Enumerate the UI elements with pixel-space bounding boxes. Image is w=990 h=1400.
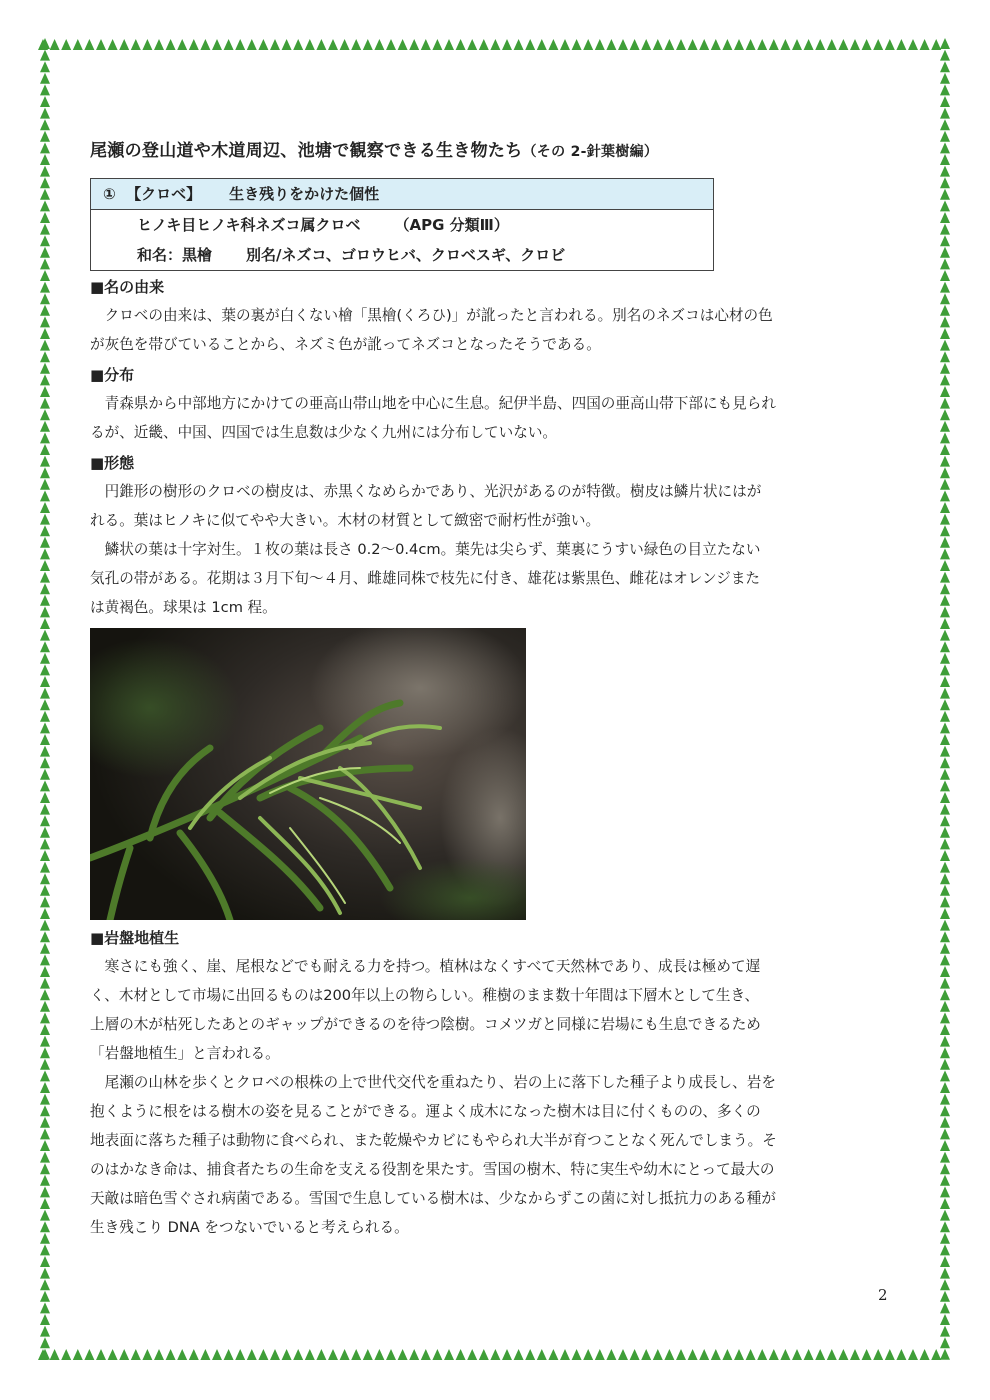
species-header-row-3 [91, 240, 713, 270]
text-line: が灰色を帯びていることから、ネズミ色が訛ってネズコとなったそうである。 [90, 336, 601, 353]
paragraph-rock-2 [90, 1068, 908, 1242]
section-heading-origin: ■名の由来 [90, 278, 165, 296]
text-line: 抱くように根をはる樹木の姿を見ることができる。運よく成木になった樹木は目に付くものの、多くの [90, 1103, 761, 1120]
paragraph-distribution [90, 389, 908, 447]
text-line: 青森県から中部地方にかけての亜高山帯山地を中心に生息。紀伊半島、四国の亜高山帯下部にも見られ [104, 395, 776, 412]
paragraph-origin [90, 301, 908, 359]
species-tagline: 生き残りをかけた個性 [229, 185, 380, 203]
kurobe-foliage-photo [90, 628, 526, 920]
text-line: く、木材として市場に出回るものは200年以上の物らしい。稚樹のまま数十年間は下層木として生き、 [90, 987, 760, 1004]
paragraph-form-2 [90, 535, 908, 622]
text-line: は黄褐色。球果は 1cm 程。 [90, 599, 277, 616]
japanese-name: 和名：黒檜 [137, 246, 213, 264]
species-header-row-2 [91, 210, 713, 240]
text-line: のはかなき命は、捕食者たちの生命を支える役割を果たす。雪国の樹木、特に実生や幼木にとって最大の [90, 1161, 775, 1178]
section-heading-form: ■形態 [90, 454, 135, 472]
text-line: 生き残こり DNA をつないでいると考えられる。 [90, 1219, 409, 1236]
alias-names: 別名/ネズコ、ゴロウヒバ、クロベスギ、クロビ [246, 246, 566, 264]
text-line: 上層の木が枯死したあとのギャップができるのを待つ陰樹。コメツガと同様に岩場にも生息できるため [90, 1016, 761, 1033]
species-number: ① [103, 185, 116, 203]
decorative-border-right [938, 38, 952, 1362]
text-line: 気孔の帯がある。花期は３月下旬〜４月、雌雄同株で枝先に付き、雄花は紫黒色、雌花はオレンジまた [90, 570, 761, 587]
species-header-box [90, 178, 714, 271]
paragraph-rock-1 [90, 952, 908, 1068]
species-classification: ヒノキ目ヒノキ科ネズコ属クロベ [137, 216, 361, 234]
page-number: 2 [878, 1286, 888, 1304]
decorative-border-bottom [38, 1348, 952, 1362]
page-title-sub: （その 2-針葉樹編） [522, 144, 659, 160]
page-title-main: 尾瀬の登山道や木道周辺、池塘で観察できる生き物たち [90, 141, 523, 161]
text-line: 地表面に落ちた種子は動物に食べられ、また乾燥やカビにもやられ大半が育つことなく死んでしまう。そ [90, 1132, 777, 1149]
classification-system: （APG 分類Ⅲ） [394, 216, 509, 234]
text-line: れる。葉はヒノキに似てやや大きい。木材の材質として緻密で耐朽性が強い。 [90, 512, 601, 529]
section-heading-rock: ■岩盤地植生 [90, 929, 180, 947]
page-title [90, 136, 908, 161]
text-line: 寒さにも強く、崖、尾根などでも耐える力を持つ。植林はなくすべて天然林であり、成長は極めて遅 [104, 958, 761, 975]
text-line: 円錐形の樹形のクロベの樹皮は、赤黒くなめらかであり、光沢があるのが特徴。樹皮は鱗片状にはが [104, 483, 762, 500]
text-line: 鱗状の葉は十字対生。１枚の葉は長さ 0.2〜0.4cm。葉先は尖らず、葉裏にうすい緑色の目立たない [104, 541, 761, 558]
species-header-row-1 [91, 179, 713, 210]
page-content [90, 136, 908, 1242]
decorative-border-top [38, 38, 952, 52]
text-line: 尾瀬の山林を歩くとクロベの根株の上で世代交代を重ねたり、岩の上に落下した種子より成長し、岩を [104, 1074, 776, 1091]
species-name: 【クロベ】 [126, 185, 202, 203]
decorative-border-left [38, 38, 52, 1362]
text-line: るが、近畿、中国、四国では生息数は少なく九州には分布していない。 [90, 424, 558, 441]
text-line: 「岩盤地植生」と言われる。 [90, 1045, 280, 1062]
paragraph-form-1 [90, 477, 908, 535]
text-line: クロベの由来は、葉の裏が白くない檜「黒檜(くろひ)」が訛ったと言われる。別名のネズコは心材の色 [104, 307, 773, 324]
section-heading-distribution: ■分布 [90, 366, 135, 384]
text-line: 天敵は暗色雪ぐされ病菌である。雪国で生息している樹木は、少なからずこの菌に対し抵抗力のある種が [90, 1190, 776, 1207]
